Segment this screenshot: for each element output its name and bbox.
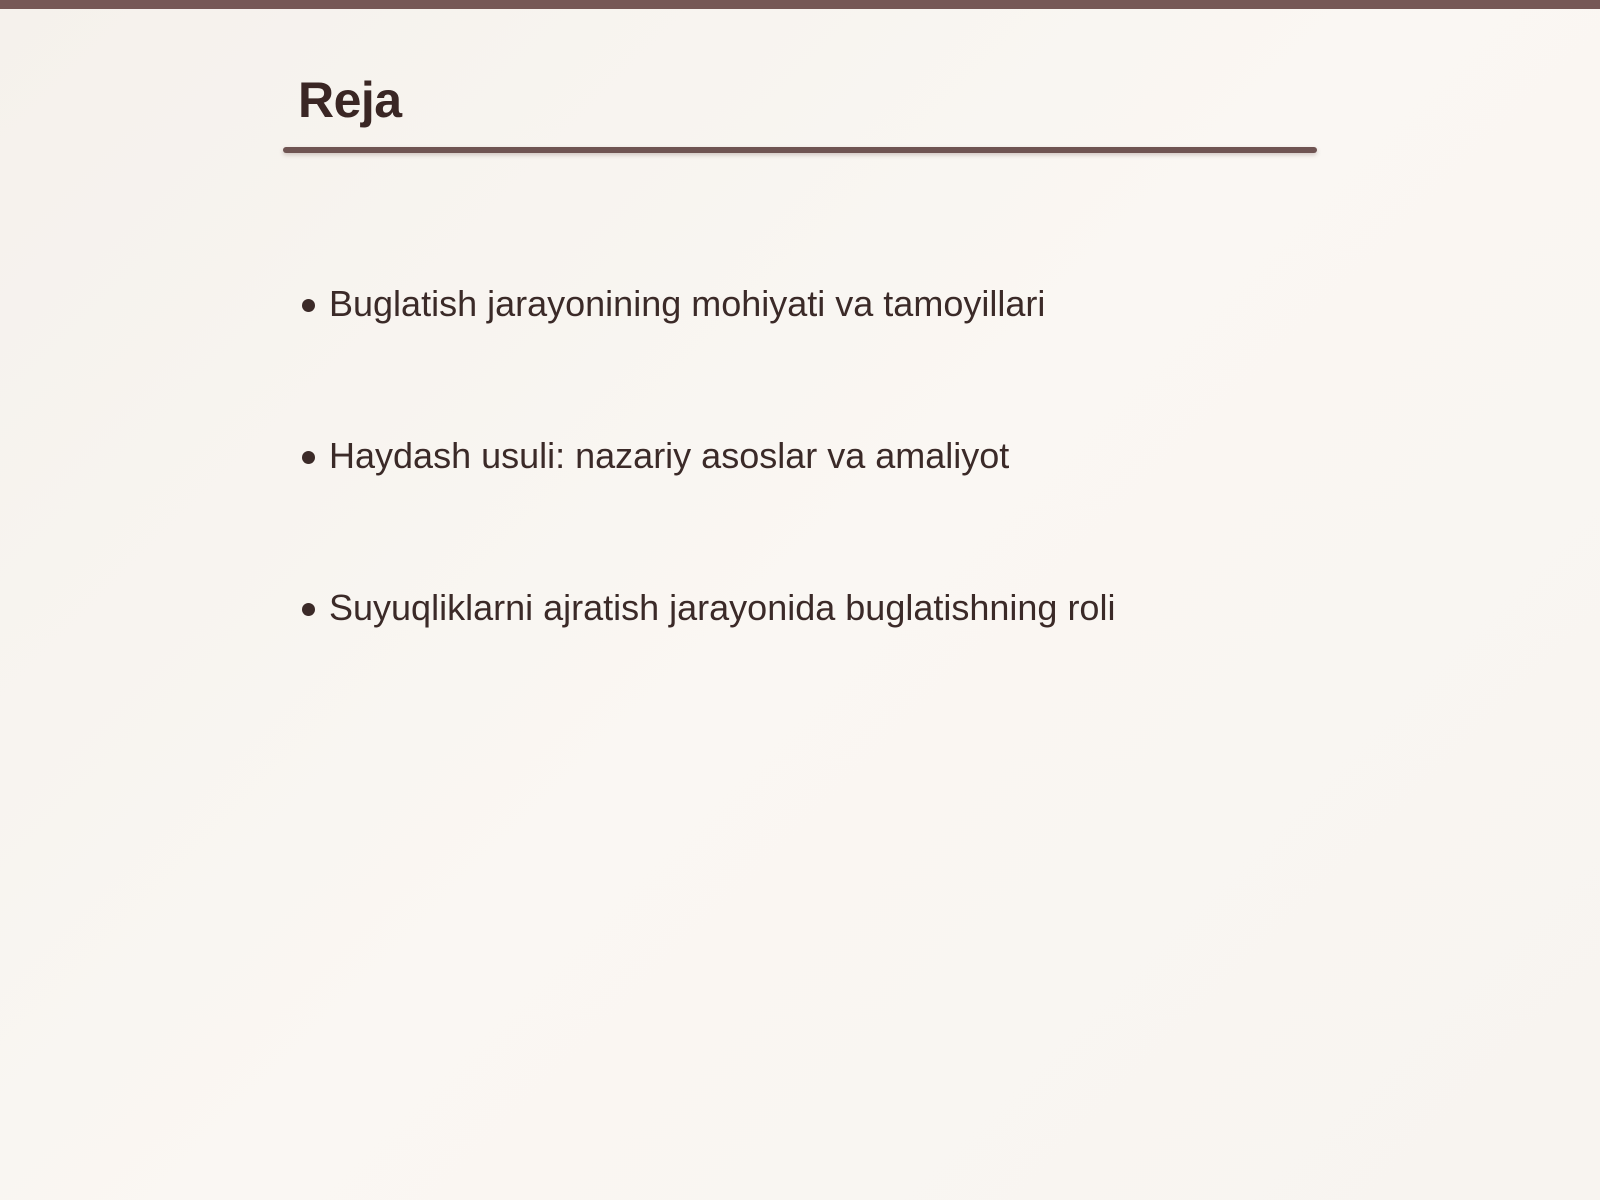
top-accent-bar	[0, 0, 1600, 9]
bullet-dot-icon	[302, 603, 315, 616]
bullet-text: Haydash usuli: nazariy asoslar va amaliyot	[329, 435, 1010, 476]
bullet-text: Suyuqliklarni ajratish jarayonida buglatishning roli	[329, 587, 1116, 628]
bullet-dot-icon	[302, 451, 315, 464]
bullet-text: Buglatish jarayonining mohiyati va tamoyillari	[329, 283, 1046, 324]
title-underline	[283, 147, 1317, 153]
bullet-dot-icon	[302, 299, 315, 312]
slide-title: Reja	[298, 72, 402, 128]
